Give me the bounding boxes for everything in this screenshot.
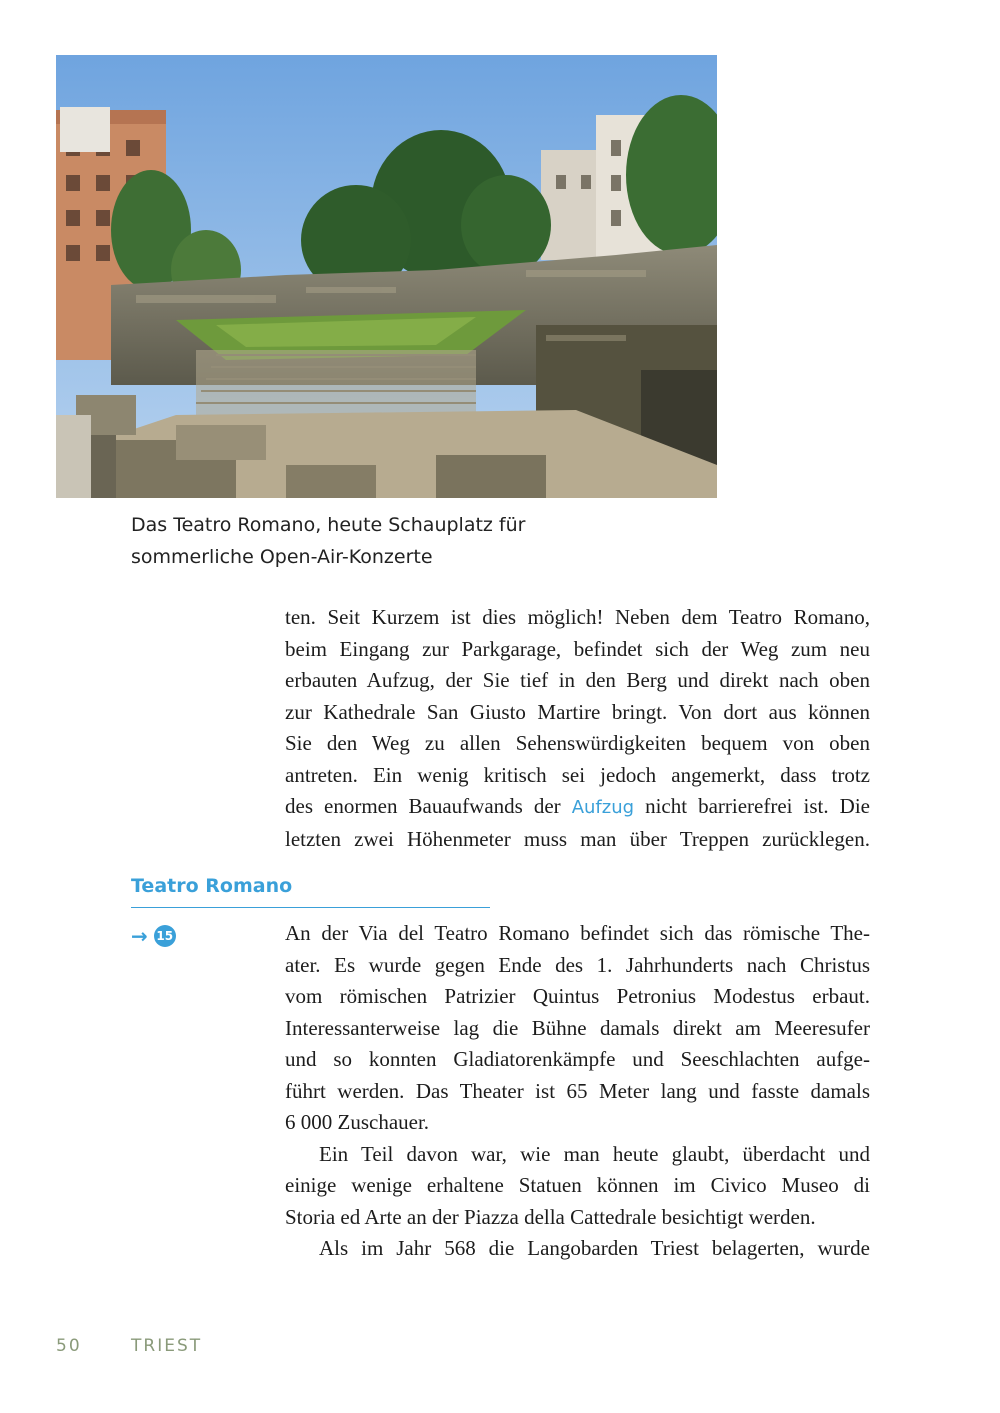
section-heading: Teatro Romano <box>131 875 293 897</box>
text-line: Interessanterweise lag die Bühne damals direkt am Meeresufer <box>285 1015 870 1040</box>
text-line: 6 000 Zuschauer. <box>285 1110 430 1134</box>
text-fragment: nicht barrierefrei ist. Die <box>645 794 870 818</box>
intro-paragraph <box>285 602 870 855</box>
text-line: antreten. Ein wenig kritisch sei jedoch angemerkt, dass trotz <box>285 762 870 787</box>
text-line: An der Via del Teatro Romano befindet sich das römische The- <box>285 921 870 945</box>
text-line: Storia ed Arte an der Piazza della Cattedrale besichtigt werden. <box>285 1204 816 1229</box>
text-line: Sie den Weg zu allen Sehenswürdigkeiten bequem von oben <box>285 731 870 755</box>
page-number: 50 <box>56 1336 82 1356</box>
aufzug-link[interactable]: Aufzug <box>571 797 635 818</box>
caption-line-1: Das Teatro Romano, heute Schauplatz für <box>131 514 526 536</box>
running-footer-title: TRIEST <box>131 1336 203 1356</box>
text-line: Ein Teil davon war, wie man heute glaubt, überdacht und <box>319 1141 870 1166</box>
arrow-right-icon: → <box>131 924 148 948</box>
photo-caption <box>131 509 691 573</box>
heading-divider <box>131 907 490 908</box>
text-line: ten. Seit Kurzem ist dies möglich! Neben dem Teatro Romano, <box>285 605 870 629</box>
text-line: vom römischen Patrizier Quintus Petronius Modestus erbaut. <box>285 984 870 1008</box>
text-line: Als im Jahr 568 die Langobarden Triest belagerten, wurde <box>319 1236 870 1260</box>
text-fragment: des enormen Bauaufwands der <box>285 794 561 818</box>
text-line: erbauten Aufzug, der Sie tief in den Berg und direkt nach oben <box>285 668 870 692</box>
teatro-romano-photo <box>56 55 717 498</box>
text-line: ater. Es wurde gegen Ende des 1. Jahrhunderts nach Christus <box>285 952 870 977</box>
text-line: führt werden. Das Theater ist 65 Meter lang und fasste damals <box>285 1078 870 1103</box>
paragraph-1 <box>285 918 870 1265</box>
text-line: letzten zwei Höhenmeter muss man über Treppen zurücklegen. <box>285 826 870 851</box>
caption-line-2: sommerliche Open-Air-Konzerte <box>131 546 433 568</box>
text-line: und so konnten Gladiatorenkämpfe und Seeschlachten aufge- <box>285 1047 870 1071</box>
text-line: einige wenige erhaltene Statuen können im Civico Museo di <box>285 1173 870 1197</box>
poi-number-badge: 15 <box>154 925 176 947</box>
poi-marker[interactable] <box>131 924 176 948</box>
text-line: zur Kathedrale San Giusto Martire bringt. Von dort aus können <box>285 699 870 724</box>
text-line: beim Eingang zur Parkgarage, befindet sich der Weg zum neu <box>285 636 870 661</box>
text-line-with-link <box>285 791 870 824</box>
